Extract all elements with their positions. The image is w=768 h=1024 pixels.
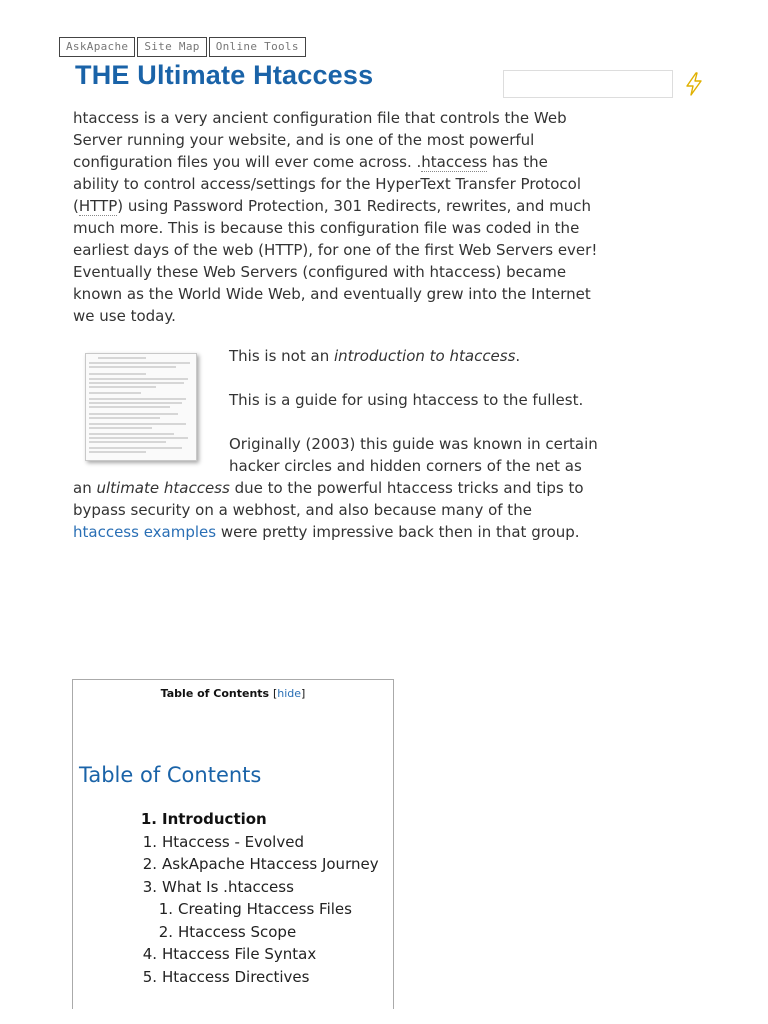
toc-item-what-is-htaccess[interactable] [135,876,393,899]
toc-item-number: 4. [142,945,157,963]
search-input[interactable] [503,70,673,98]
document-thumbnail[interactable] [81,351,199,463]
toc-item-label: Htaccess Scope [178,922,297,941]
toc-item-askapache-journey[interactable] [135,853,393,876]
history-emphasis: ultimate htaccess [96,479,230,497]
toc-header [73,687,393,700]
toc-item-introduction[interactable] [135,808,393,831]
toc-list [135,808,393,988]
toc-item-number: 1. [142,832,157,851]
history-text-1: Originally (2003) this guide was known in certain hacker circles and hidden corners of the net as an [73,435,598,497]
guide-paragraph: This is a guide for using htaccess to the fullest. [229,391,584,409]
toc-item-number: 2. [142,855,157,873]
nav-online-tools[interactable]: Online Tools [209,37,306,57]
toc-item-label: Htaccess Directives [162,967,310,986]
http-abbreviation: HTTP [78,197,118,215]
toc-item-number: 5. [142,967,157,986]
toc-item-htaccess-evolved[interactable] [135,831,393,854]
toc-heading: Table of Contents [79,763,262,787]
history-text-2: due to the powerful htaccess tricks and tips to bypass security on a webhost, and also because many of the [73,479,584,519]
thumbnail-page [85,353,197,461]
toc-item-file-syntax[interactable] [135,943,393,966]
not-intro-text: This is not an [229,347,334,365]
toc-item-label: Introduction [162,810,267,828]
toc-item-number: 1. [158,900,173,918]
intro-text-1: htaccess is a very ancient configuration file that controls the Web Server running your website, and is one of the most powerful configuration files you will ever come across. . [73,109,567,171]
toc-item-number: 2. [158,922,173,941]
toc-hide-link[interactable]: hide [277,687,302,700]
not-intro-end: . [515,347,521,365]
htaccess-link[interactable]: htaccess [421,153,488,171]
toc-bracket-open: [ [272,687,278,700]
top-navigation [59,37,308,57]
page-title: THE Ultimate Htaccess [75,60,374,90]
toc-item-label: Creating Htaccess Files [178,900,352,918]
toc-item-number: 1. [140,810,157,828]
toc-item-directives[interactable] [135,966,393,989]
nav-askapache[interactable]: AskApache [59,37,135,57]
toc-item-label: Htaccess File Syntax [162,945,317,963]
intro-paragraph [73,107,598,327]
history-text-3: were pretty impressive back then in that group. [216,523,580,541]
toc-item-number: 3. [142,877,157,896]
table-of-contents [72,679,394,1009]
toc-item-creating-files[interactable] [135,898,393,921]
toc-item-label: AskApache Htaccess Journey [162,855,379,873]
thumbnail-text-lines [86,354,196,460]
not-intro-emphasis: introduction to htaccess [333,347,516,365]
toc-item-label: What Is .htaccess [162,877,294,896]
intro-text-3: ) using Password Protection, 301 Redirects, rewrites, and much much more. This is because this configuration file was coded in the earliest days of the web (HTTP), for one of the first Web Servers ever! Eventually these Web Servers (configured with htaccess) became known as the World Wide Web, and eventually grew into the Internet we use today. [73,197,598,325]
toc-item-label: Htaccess - Evolved [162,832,304,851]
article-body [73,107,598,543]
nav-site-map[interactable]: Site Map [137,37,206,57]
toc-bracket-close: ] [301,687,306,700]
intro-text-2: has the ability to control access/settings for the HyperText Transfer Protocol ( [73,153,582,215]
lightning-bolt-icon[interactable] [684,72,704,96]
toc-item-htaccess-scope[interactable] [135,921,393,944]
toc-header-title: Table of Contents [160,687,270,700]
htaccess-examples-link[interactable]: htaccess examples [73,523,217,541]
